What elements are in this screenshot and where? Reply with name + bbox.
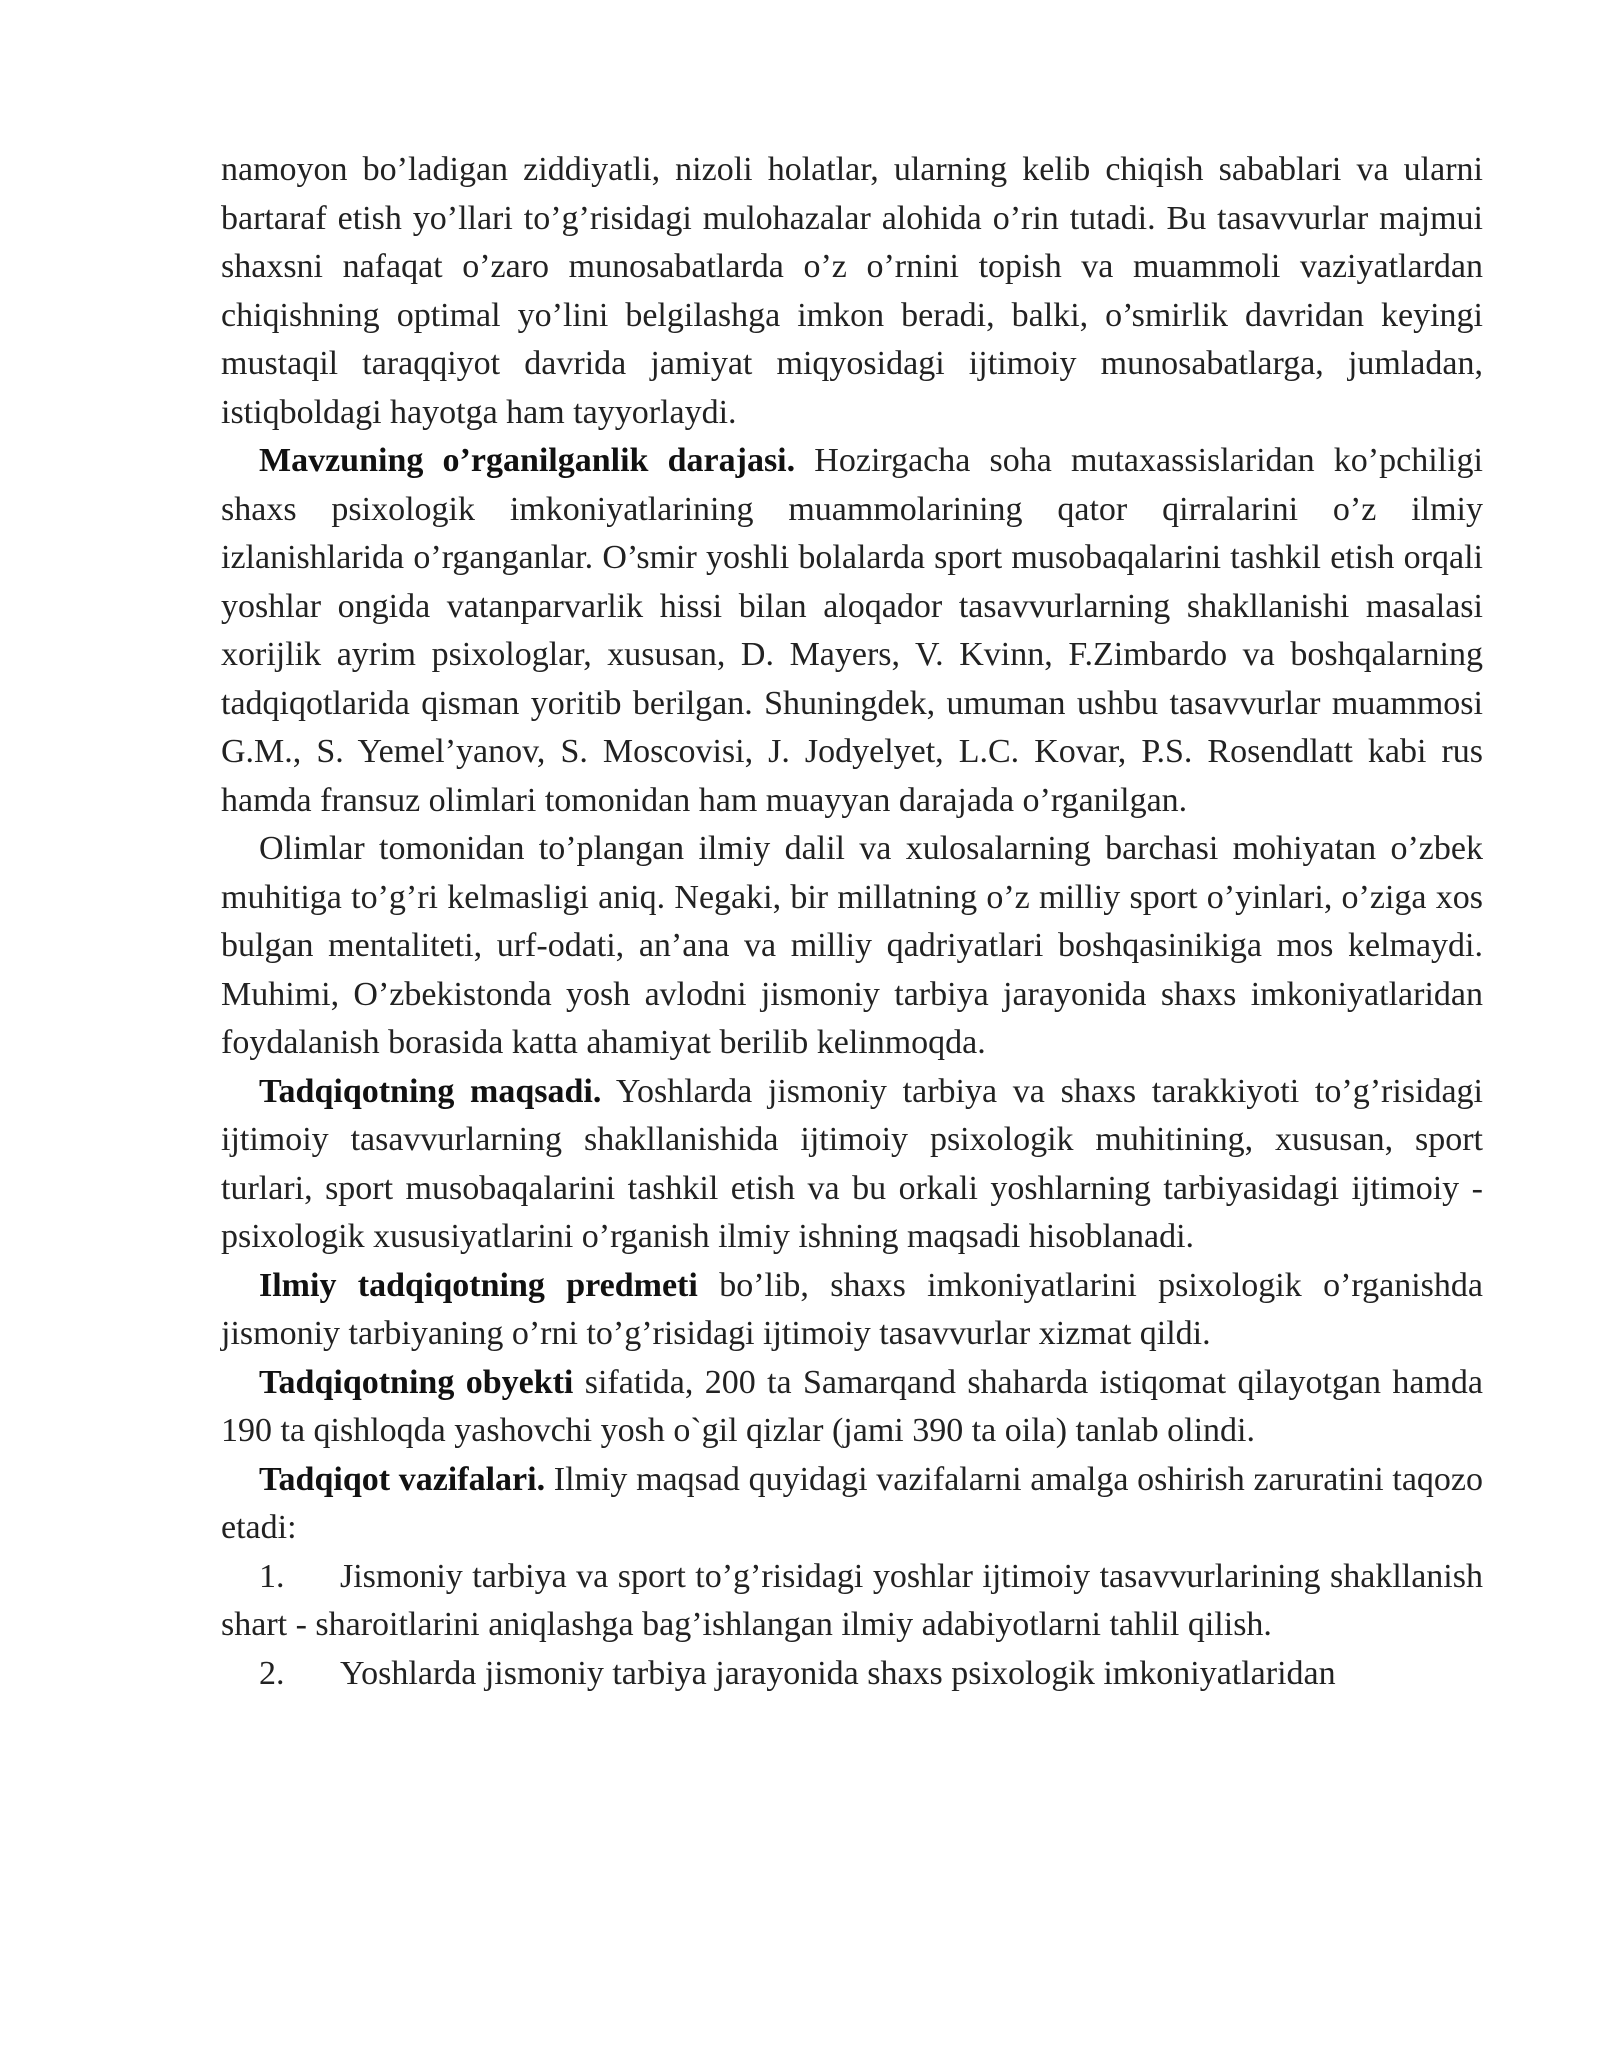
paragraph-text: Olimlar tomonidan to’plangan ilmiy dalil va xulosalarning barchasi mohiyatan o’zbek muhitiga to’g’ri kelmasligi aniq. Negaki, bir millatning o’z milliy sport o’yinlari, o’ziga xos bulgan mentaliteti, urf-odati, an’ana va milliy qadriyatlari boshqasinikiga mos kelmaydi. Muhimi, O’zbekistonda yosh avlodni jismoniy tarbiya jarayonida shaxs imkoniyatlaridan foydalanish borasida katta ahamiyat berilib kelinmoqda. [221,830,1483,1061]
paragraph-scholars-conclusions [221,825,1483,1068]
list-item-text: Jismoniy tarbiya va sport to’g’risidagi yoshlar ijtimoiy tasavvurlarining shakllanish shart - sharoitlarini aniqlashga bag’ishlangan ilmiy adabiyotlarni tahlil qilish. [221,1557,1483,1643]
section-heading-research-subject: Ilmiy tadqiqotning predmeti [259,1266,698,1304]
paragraph-text: namoyon bo’ladigan ziddiyatli, nizoli holatlar, ularning kelib chiqish sabablari va ularni bartaraf etish yo’llari to’g’risidagi mulohazalar alohida o’rin tutadi. Bu tasavvurlar majmui shaxsni nafaqat o’zaro munosabatlarda o’z o’rnini topish va muammoli vaziyatlardan chiqishning optimal yo’lini belgilashga imkon beradi, balki, o’smirlik davridan keyingi mustaqil taraqqiyot davrida jamiyat miqyosidagi ijtimoiy munosabatlarga, jumladan, istiqboldagi hayotga ham tayyorlaydi. [221,151,1483,431]
paragraph-text: Hozirgacha soha mutaxassislaridan ko’pchiligi shaxs psixologik imkoniyatlarining muammolarining qator qirralarini o’z ilmiy izlanishlarida o’rganganlar. O’smir yoshli bolalarda sport musobaqalarini tashkil etish orqali yoshlar ongida vatanparvarlik hissi bilan aloqador tasavvurlarning shakllanishi masalasi xorijlik ayrim psixologlar, xususan, D. Mayers, V. Kvinn, F.Zimbardo va boshqalarning tadqiqotlarida qisman yoritib berilgan. Shuningdek, umuman ushbu tasavvurlar muammosi G.M., S. Yemel’yanov, S. Moscovisi, J. Jodyelyet, L.C. Kovar, P.S. Rosendlatt kabi rus hamda fransuz olimlari tomonidan ham muayyan darajada o’rganilgan. [221,442,1484,819]
list-item [221,1650,1483,1699]
list-item [221,1553,1483,1650]
paragraph-research-object [221,1359,1483,1456]
paragraph-text: Yoshlarda jismoniy tarbiya va shaxs tarakkiyoti to’g’risidagi ijtimoiy tasavvurlarning shakllanishida ijtimoiy psixologik muhitining, xususan, sport turlari, sport musobaqalarini tashkil etish va bu orkali yoshlarning tarbiyasidagi ijtimoiy - psixologik xususiyatlarini o’rganish ilmiy ishning maqsadi hisoblanadi. [221,1072,1483,1255]
paragraph-continuation [221,146,1483,437]
section-heading-research-goal: Tadqiqotning maqsadi. [259,1072,602,1110]
paragraph-research-tasks [221,1456,1483,1553]
paragraph-research-subject [221,1262,1483,1359]
section-heading-research-tasks: Tadqiqot vazifalari. [259,1460,546,1498]
paragraph-research-degree [221,437,1483,825]
paragraph-text: bo’lib, shaxs imkoniyatlarini psixologik o’rganishda jismoniy tarbiyaning o’rni to’g’risidagi ijtimoiy tasavvurlar xizmat qildi. [221,1266,1483,1352]
section-heading-research-degree: Mavzuning o’rganilganlik darajasi. [259,442,796,479]
list-item-number: 2. [259,1654,285,1692]
paragraph-text: Ilmiy maqsad quyidagi vazifalarni amalga oshirish zaruratini taqozo etadi: [221,1460,1484,1546]
paragraph-text: sifatida, 200 ta Samarqand shaharda istiqomat qilayotgan hamda 190 ta qishloqda yashovchi yosh o`gil qizlar (jami 390 ta oila) tanlab olindi. [221,1363,1483,1449]
document-page [221,146,1483,1698]
list-item-text: Yoshlarda jismoniy tarbiya jarayonida shaxs psixologik imkoniyatlaridan [340,1654,1336,1692]
list-item-number: 1. [259,1557,285,1595]
paragraph-research-goal [221,1068,1483,1262]
section-heading-research-object: Tadqiqotning obyekti [259,1363,574,1401]
